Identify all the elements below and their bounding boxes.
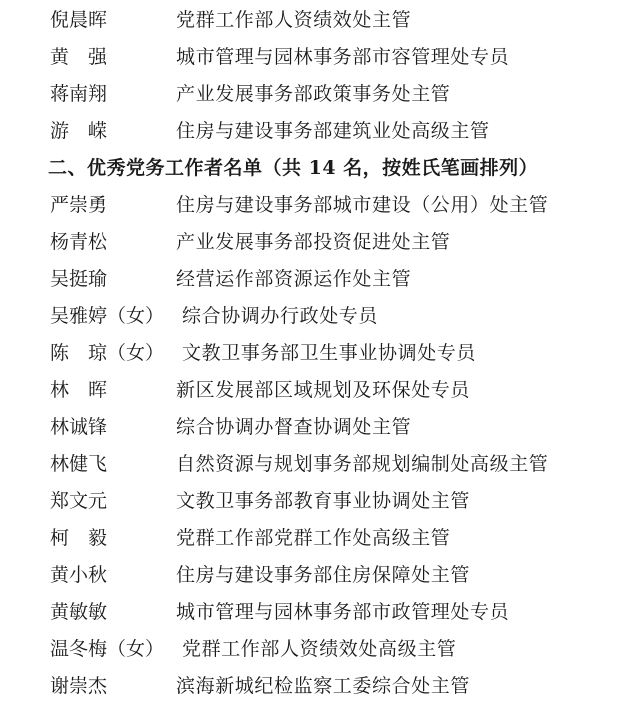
member-name: 黄敏敏 <box>50 601 108 623</box>
list-item <box>0 557 631 594</box>
member-position: 住房与建设事务部住房保障处主管 <box>176 564 471 586</box>
member-position: 产业发展事务部投资促进处主管 <box>176 231 451 253</box>
list-item <box>0 39 631 76</box>
member-name: 吴挺瑜 <box>50 268 108 290</box>
member-position: 综合协调办督查协调处主管 <box>176 416 412 438</box>
member-position: 文教卫事务部卫生事业协调处专员 <box>182 342 477 364</box>
list-item <box>0 76 631 113</box>
member-position: 住房与建设事务部建筑业处高级主管 <box>176 120 490 142</box>
member-position: 自然资源与规划事务部规划编制处高级主管 <box>176 453 549 475</box>
member-name: 林诚锋 <box>50 416 108 438</box>
list-item <box>0 187 631 224</box>
member-position: 产业发展事务部政策事务处主管 <box>176 83 451 105</box>
member-name: 郑文元 <box>50 490 108 512</box>
list-item <box>0 483 631 520</box>
member-position: 文教卫事务部教育事业协调处主管 <box>176 490 471 512</box>
member-name: 黄 强 <box>50 46 108 68</box>
member-position: 党群工作部党群工作处高级主管 <box>176 527 451 549</box>
list-item <box>0 2 631 39</box>
member-name: 林 晖 <box>50 379 108 401</box>
member-name: 柯 毅 <box>50 527 108 549</box>
member-name: 温冬梅（女） <box>50 638 165 660</box>
member-name: 吴雅婷（女） <box>50 305 165 327</box>
list-item <box>0 409 631 446</box>
member-name: 林健飞 <box>50 453 108 475</box>
member-position: 住房与建设事务部城市建设（公用）处主管 <box>176 194 549 216</box>
section-heading-row <box>0 150 631 187</box>
member-name: 杨青松 <box>50 231 108 253</box>
list-item <box>0 372 631 409</box>
member-position: 党群工作部人资绩效处高级主管 <box>182 638 457 660</box>
member-name: 倪晨晖 <box>50 9 108 31</box>
section-heading: 二、优秀党务工作者名单（共 14 名，按姓氏笔画排列） <box>48 157 539 179</box>
member-name: 谢崇杰 <box>50 675 108 697</box>
member-position: 城市管理与园林事务部市政管理处专员 <box>176 601 510 623</box>
member-name: 黄小秋 <box>50 564 108 586</box>
member-position: 新区发展部区域规划及环保处专员 <box>176 379 471 401</box>
member-name: 游 嵘 <box>50 120 108 142</box>
member-position: 党群工作部人资绩效处主管 <box>176 9 412 31</box>
list-item <box>0 298 631 335</box>
member-position: 经营运作部资源运作处主管 <box>176 268 412 290</box>
list-item <box>0 520 631 557</box>
member-name: 陈 琼（女） <box>50 342 165 364</box>
list-item <box>0 261 631 298</box>
list-item <box>0 594 631 631</box>
list-item <box>0 668 631 705</box>
list-item <box>0 224 631 261</box>
member-position: 综合协调办行政处专员 <box>182 305 379 327</box>
list-item <box>0 335 631 372</box>
list-item <box>0 631 631 668</box>
list-item <box>0 446 631 483</box>
member-name: 蒋南翔 <box>50 83 108 105</box>
member-position: 滨海新城纪检监察工委综合处主管 <box>176 675 471 697</box>
list-item <box>0 113 631 150</box>
member-position: 城市管理与园林事务部市容管理处专员 <box>176 46 510 68</box>
member-name: 严崇勇 <box>50 194 108 216</box>
